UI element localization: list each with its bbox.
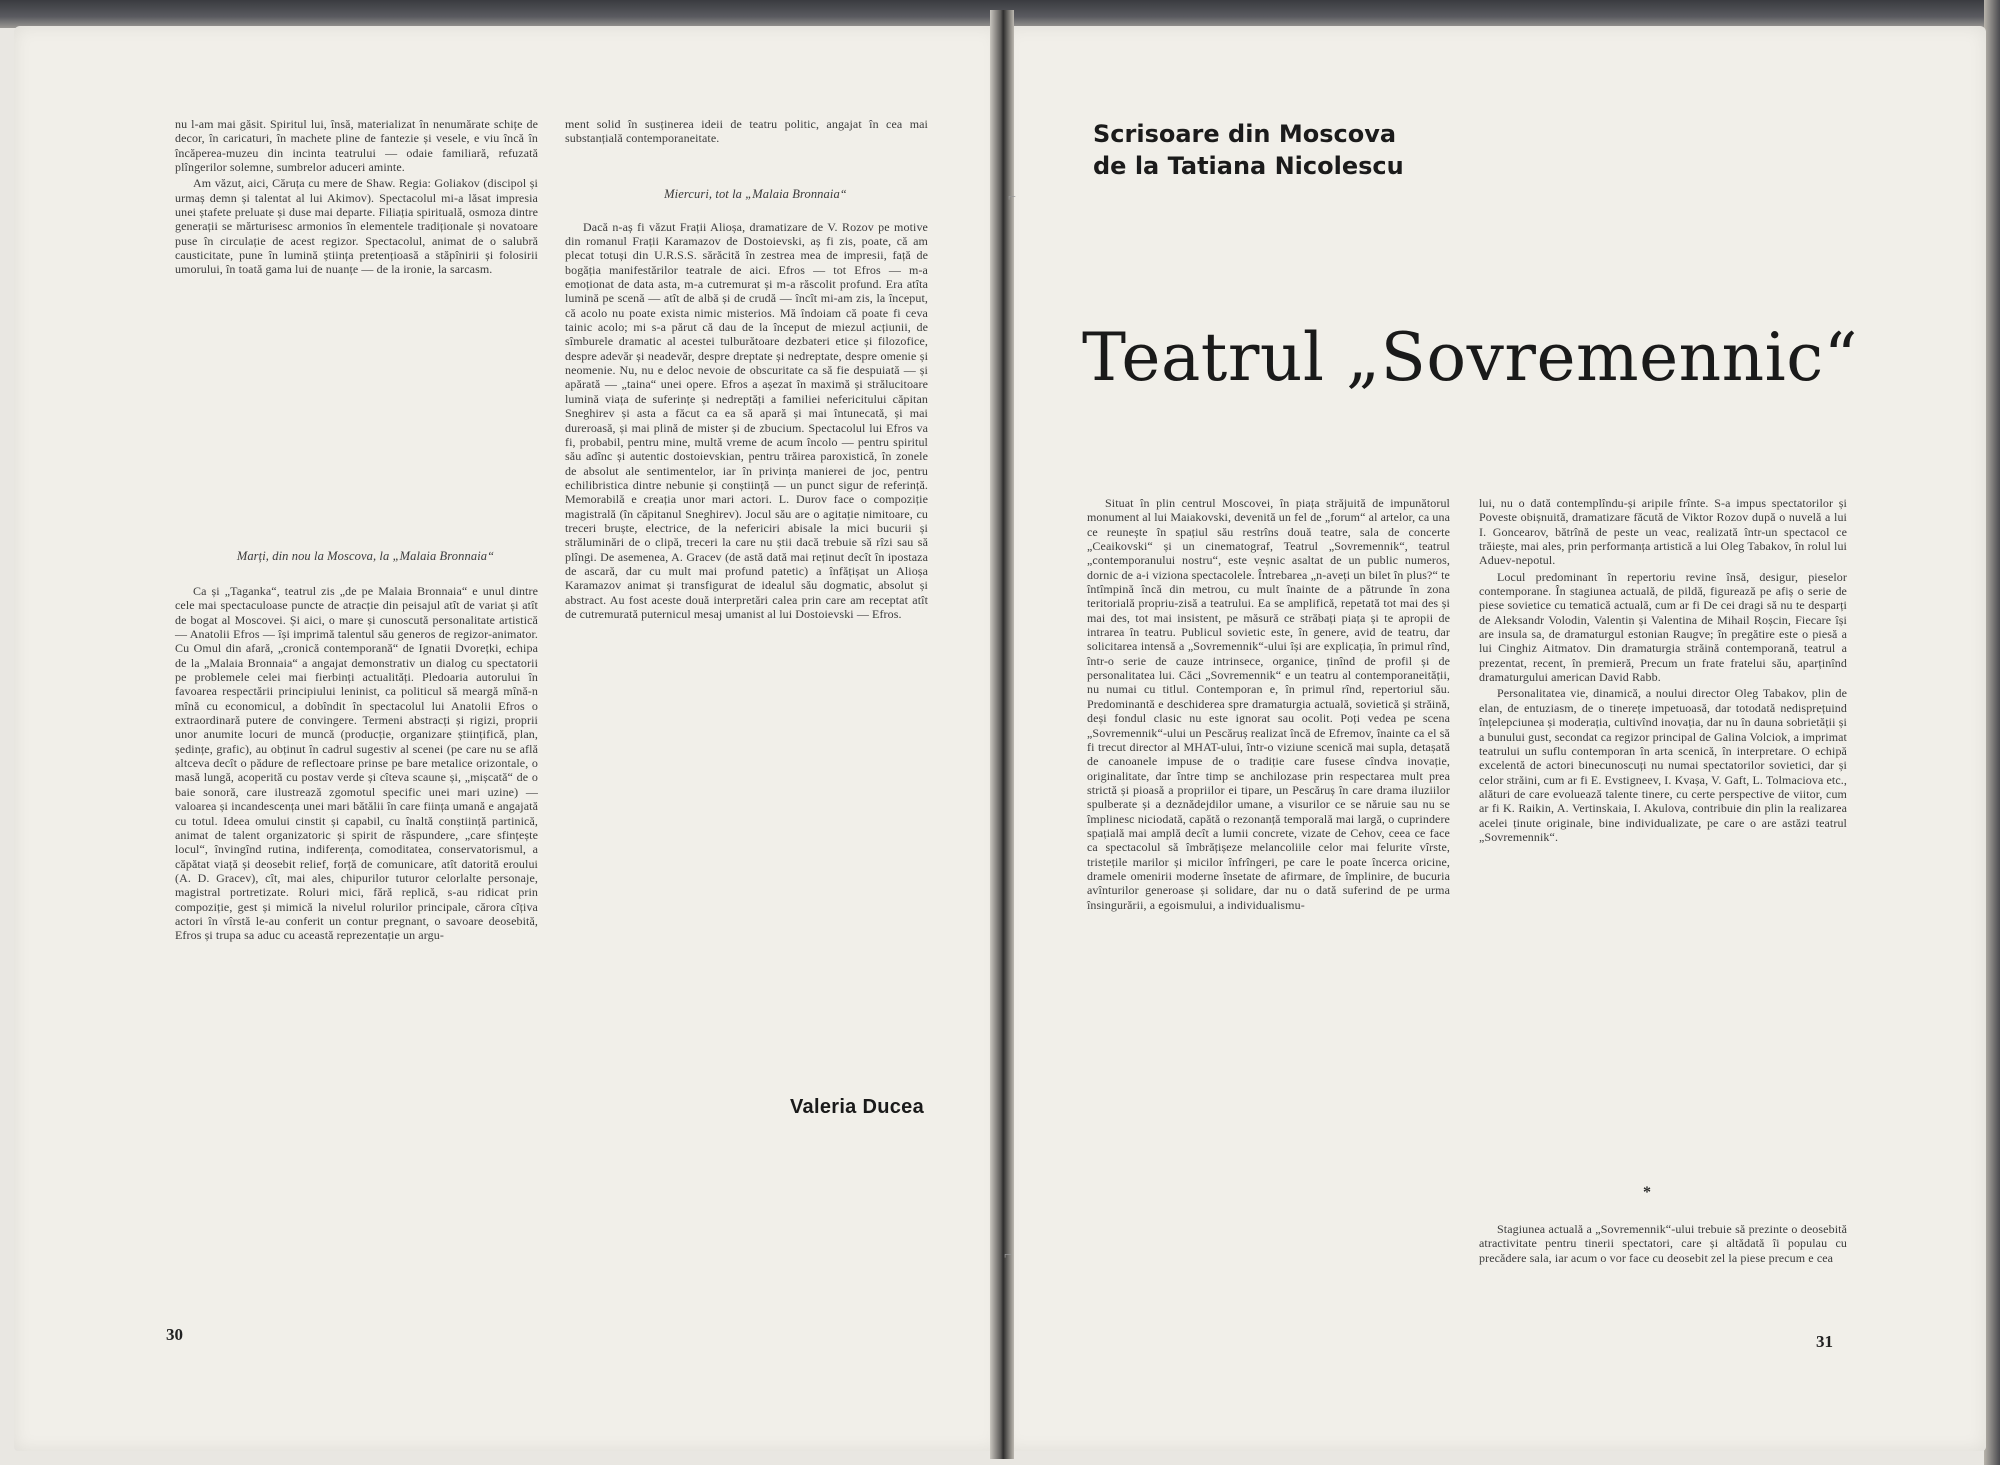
header-line-2: de la Tatiana Nicolescu xyxy=(1093,152,1404,180)
paragraph: Stagiunea actuală a „Sovremennik“-ului trebuie să prezinte o deosebită atractivitate pentru tinerii spectatori, care și altădată îi populau cu precădere sala, iar acum o vor face cu deosebit zel la piese precum e cea xyxy=(1479,1222,1847,1265)
book-gutter xyxy=(990,10,1014,1459)
right-page-column-2 xyxy=(1479,496,1847,846)
paragraph: nu l-am mai găsit. Spiritul lui, însă, materializat în nenumărate schițe de decor, în caricaturi, în machete pline de fantezie și vesele, e viu încă în încăperea-muzeu din incinta teatrului — odaie familiară, refuzată plîngerilor solemne, sumbrelor aduceri aminte. xyxy=(175,117,538,175)
paragraph: Personalitatea vie, dinamică, a noului director Oleg Tabakov, plin de elan, de entuziasm, de o tinerețe impetuoasă, dar totodată nedisprețuind înțelepciunea și moderația, cultivînd inovația, dar nu în dauna sobrietății și a bunului gust, secondat ca regizor principal de Galina Volciok, a imprimat teatrului un suflu contemporan în arta scenică, în interpretare. O echipă excelentă de actori binecunoscuți nu numai spectatorilor sovietici, dar și celor străini, cum ar fi E. Evstigneev, I. Kvașa, V. Gaft, L. Tolmaciova etc., alături de care evoluează talente tinere, cu certe perspective de viitor, cum ar fi K. Raikin, A. Vertinskaia, I. Akulova, contribuie din plin la realizarea acelei ținute originale, bine individualizate, pe care o are astăzi teatrul „Sovremennik“. xyxy=(1479,686,1847,844)
article-title: Teatrul „Sovremennic“ xyxy=(1082,319,1858,396)
section-separator: * xyxy=(1643,1184,1651,1201)
left-page-column-2 xyxy=(565,117,928,623)
paragraph: ment solid în susținerea ideii de teatru politic, angajat în cea mai substanțială contemporaneitate. xyxy=(565,117,928,146)
left-page-column-1-lower xyxy=(175,548,538,945)
page-number-right: 31 xyxy=(1816,1332,1833,1351)
header-line-1: Scrisoare din Moscova xyxy=(1093,120,1397,148)
right-page-column-2-lower xyxy=(1479,1222,1847,1267)
article-header xyxy=(1093,118,1404,182)
paragraph: Dacă n-aș fi văzut Frații Alioșa, dramatizare de V. Rozov pe motive din romanul Frații Karamazov de Dostoievski, aș fi zis, poate, că am plecat totuși din U.R.S.S. sărăcită în zestrea mea de impresii, față de bogăția manifestărilor teatrale de aici. Efros — tot Efros — m-a emoționat de data asta, m-a cutremurat și m-a răscolit profund. Era atîta lumină pe scenă — atît de albă și de crudă — încît mi-am zis, la început, că acolo nu poate exista nimic misterios. Mă îndoiam că poate fi ceva tainic acolo; mi s-a părut că dau de la început de miezul acțiunii, de sîmburele dramatic al acestei tulburătoare dezbateri etice și filozofice, despre adevăr și neadevăr, despre dreptate și nedreptate, despre omenie și neomenie. Nu, nu e deloc nevoie de obscuritate ca să fie despuiată — și apărată — „taina“ unei opere. Efros a așezat în maximă și strălucitoare lumină viața de suferințe și nedreptăți a familiei nefericitului căpitan Sneghirev și asta a făcut ca ea să apară și mai întunecată, și mai dureroasă, și mai plină de mister și de zbucium. Spectacolul lui Efros va fi, probabil, pentru mine, multă vreme de acum încolo — pentru spiritul său adînc și autentic dostoievskian, pentru trăirea paroxistică, în zonele de absolut ale sentimentelor, iar în privința manierei de joc, pentru echilibristica dintre nebunie și conștiință — un punct sigur de referință. Memorabilă e creația unor mari actori. L. Durov face o compoziție magistrală (în căpitanul Sneghirev). Jocul său are o agitație nimitoare, cu treceri bruște, electrice, de la nefericiri abisale la mici bucurii și străluminări de o clipă, treceri la care nu știi dacă trebuie să rîzi sau să plîngi. De asemenea, A. Gracev (de astă dată mai reținut decît în ipostaza de ascară, dar cu mult mai profund patetic) a înfățișat un Alioșa Karamazov animat și transfigurat de idealul său dogmatic, absolut și abstract. Au fost aceste două interpretări calea prin care am receptat atît de cutremurată puternicul mesaj umanist al lui Dostoievski — Efros. xyxy=(565,219,928,621)
section-subheading: Marți, din nou la Moscova, la „Malaia Bronnaia“ xyxy=(236,549,495,563)
paragraph: Situat în plin centrul Moscovei, în piața străjuită de impunătorul monument al lui Maiakovski, devenită un fel de „forum“ al artelor, ca una ce reunește în spațiul său restrîns două teatre, sala de concerte „Ceaikovski“ și un cinematograf, Teatrul „Sovremennik“, teatrul „contemporanului nostru“, este veșnic asaltat de un public numeros, dornic de a-i viziona spectacolele. Întrebarea „n-aveți un bilet în plus?“ te întîmpină încă din metrou, cu mult înainte de a pătrunde în zona teritorială propriu-zisă a teatrului. Ea se amplifică, repetată tot mai des și mai des, tot mai insistent, pe măsură ce străbați piața și te apropii de intrarea în teatru. Publicul sovietic este, în genere, avid de teatru, dar solicitarea intensă a „Sovremennik“-ului își are explicația, în primul rînd, într-o serie de cauze intrinsece, organice, ținînd de profil și de personalitatea lui. Căci „Sovremennik“ e un teatru al contemporaneității, nu numai cu titlul. Contemporan e, în primul rînd, repertoriul său. Predominantă e deschiderea spre dramaturgia actuală, sovietică și străină, deși fondul clasic nu este ignorat sau ocolit. Poți vedea pe scena „Sovremennik“-ului un Pescăruș realizat încă de Efremov, înainte ca el să fi trecut director al MHAT-ului, într-o viziune scenică mai supla, detașată de canoanele impuse de o tradiție care fusese cîndva inovație, originalitate, dar între timp se anchilozase prin respectarea mult prea strictă și pioasă a propriilor ei tipare, un Pescăruș în care drama iluziilor spulberate și a deznădejdilor umane, a visurilor ce se năruie sau nu se împlinesc niciodată, capătă o rezonanță temporală mai largă, o cuprindere spațială mai amplă decît a lumii concrete, vizate de Cehov, ceea ce face ca spectacolul să îmbrățișeze melancoliile celor mai felurite vîrste, tristețile marilor și micilor înfrîngeri, pe care le poate încerca oricine, dramele omenirii moderne însetate de afirmare, de împlinire, de bucuria avînturilor generoase și solidare, dar nu o dată suferind de pe urma însingurării, a egoismului, a individualismu- xyxy=(1087,496,1450,912)
right-page-column-1 xyxy=(1087,496,1450,914)
paragraph: Am văzut, aici, Căruța cu mere de Shaw. Regia: Goliakov (discipol și urmaș demn și talentat al lui Akimov). Spectacolul mi-a lăsat impresia unei ștafete preluate și duse mai departe. Filiația spirituală, osmoza dintre generații se mărturisesc armonios în elementele tradiționale și novatoare puse în circulație de acest regizor. Spectacolul, animat de o salubră causticitate, pune în lumină știința pretențioasă a stăpînirii și folosirii umorului, în toată gama lui de nuanțe — de la ironie, la sarcasm. xyxy=(175,176,538,277)
left-page-column-1 xyxy=(175,117,538,279)
paragraph: lui, nu o dată contemplîndu-și aripile frînte. S-a impus spectatorilor și Poveste obișnuită, dramatizare făcută de Viktor Rozov după o nuvelă a lui I. Goncearov, bătrînă de peste un veac, realizată într-un spectacol ce trăiește, mai ales, prin performanța artistică a lui Oleg Tabakov, în rolul lui Aduev-nepotul. xyxy=(1479,496,1847,568)
section-subheading: Miercuri, tot la „Malaia Bronnaia“ xyxy=(664,186,847,201)
page-number-left: 30 xyxy=(166,1325,183,1344)
margin-mark: ⌐ xyxy=(1004,1248,1012,1263)
paragraph: Ca și „Taganka“, teatrul zis „de pe Malaia Bronnaia“ e unul dintre cele mai spectaculoase puncte de atracție din peisajul atît de variat și atît de bogat al Moscovei. Și aici, o mare și cunoscută personalitate artistică — Anatolii Efros — își imprimă talentul său generos de regizor-animator. Cu Omul din afară, „cronică contemporană“ de Ignatii Dvorețki, echipa de la „Malaia Bronnaia“ a angajat demonstrativ un dialog cu spectatorii pe problemele celei mai fierbinți actualități. Pledoaria autorului în favoarea respectării principiului leninist, ca politicul să meargă mînă-n mînă cu economicul, a dobîndit în spectacolul lui Anatolii Efros o extraordinară putere de convingere. Termeni abstracți și rigizi, proprii unor anumite locuri de muncă (producție, organizare științifică, plan, ședințe, grafic), au obținut în cadrul sugestiv al scenei (pe care nu se află altceva decît o pădure de reflectoare prinse pe bare metalice orizontale, o masă lungă, acoperită cu postav verde și cîteva scaune și, „mișcată“ de o baie sonoră, care ilustrează zgomotul specific unei mari uzine) — valoarea și incandescența unei mari bătălii în care ființa umană e angajată cu totul. Ideea omului cinstit și capabil, cu înaltă conștiință partinică, animat de talent organizatoric și spirit de răspundere, „care sfințește locul“, învingînd rutina, indiferența, comoditatea, conservatorismul, a căpătat viață și deosebit relief, forță de comunicare, atît datorită eroului (A. D. Gracev), cît, mai ales, chipurilor tuturor celorlalte personaje, magistral portretizate. Roluri mici, fără replică, s-au ridicat prin compoziție, gest și mimică la nivelul rolurilor principale, cărora cîțiva actori în vîrstă le-au conferit un contur pregnant, o savoare deosebită, Efros și trupa sa aduc cu această reprezentație un argu- xyxy=(175,584,538,943)
paragraph: Locul predominant în repertoriu revine însă, desigur, pieselor contemporane. În stagiunea actuală, de pildă, figurează pe afiș o serie de piese sovietice cu tematică actuală, cum ar fi De cei dragi să nu te desparți de Aleksandr Volodin, Valentin și Valentina de Mihail Roșcin, Fiecare își are insula sa, de dramaturgul estonian Raugve; în pregătire este o piesă a lui Cinghiz Aitmatov. Din dramaturgia străină contemporană, teatrul a prezentat, recent, în premieră, Precum un frate fratelui său, aparținînd dramaturgului american David Rabb. xyxy=(1479,569,1847,685)
book-binding-edge xyxy=(1984,0,2000,1465)
author-signature: Valeria Ducea xyxy=(790,1096,924,1118)
margin-mark: ⌐ xyxy=(1008,190,1016,205)
